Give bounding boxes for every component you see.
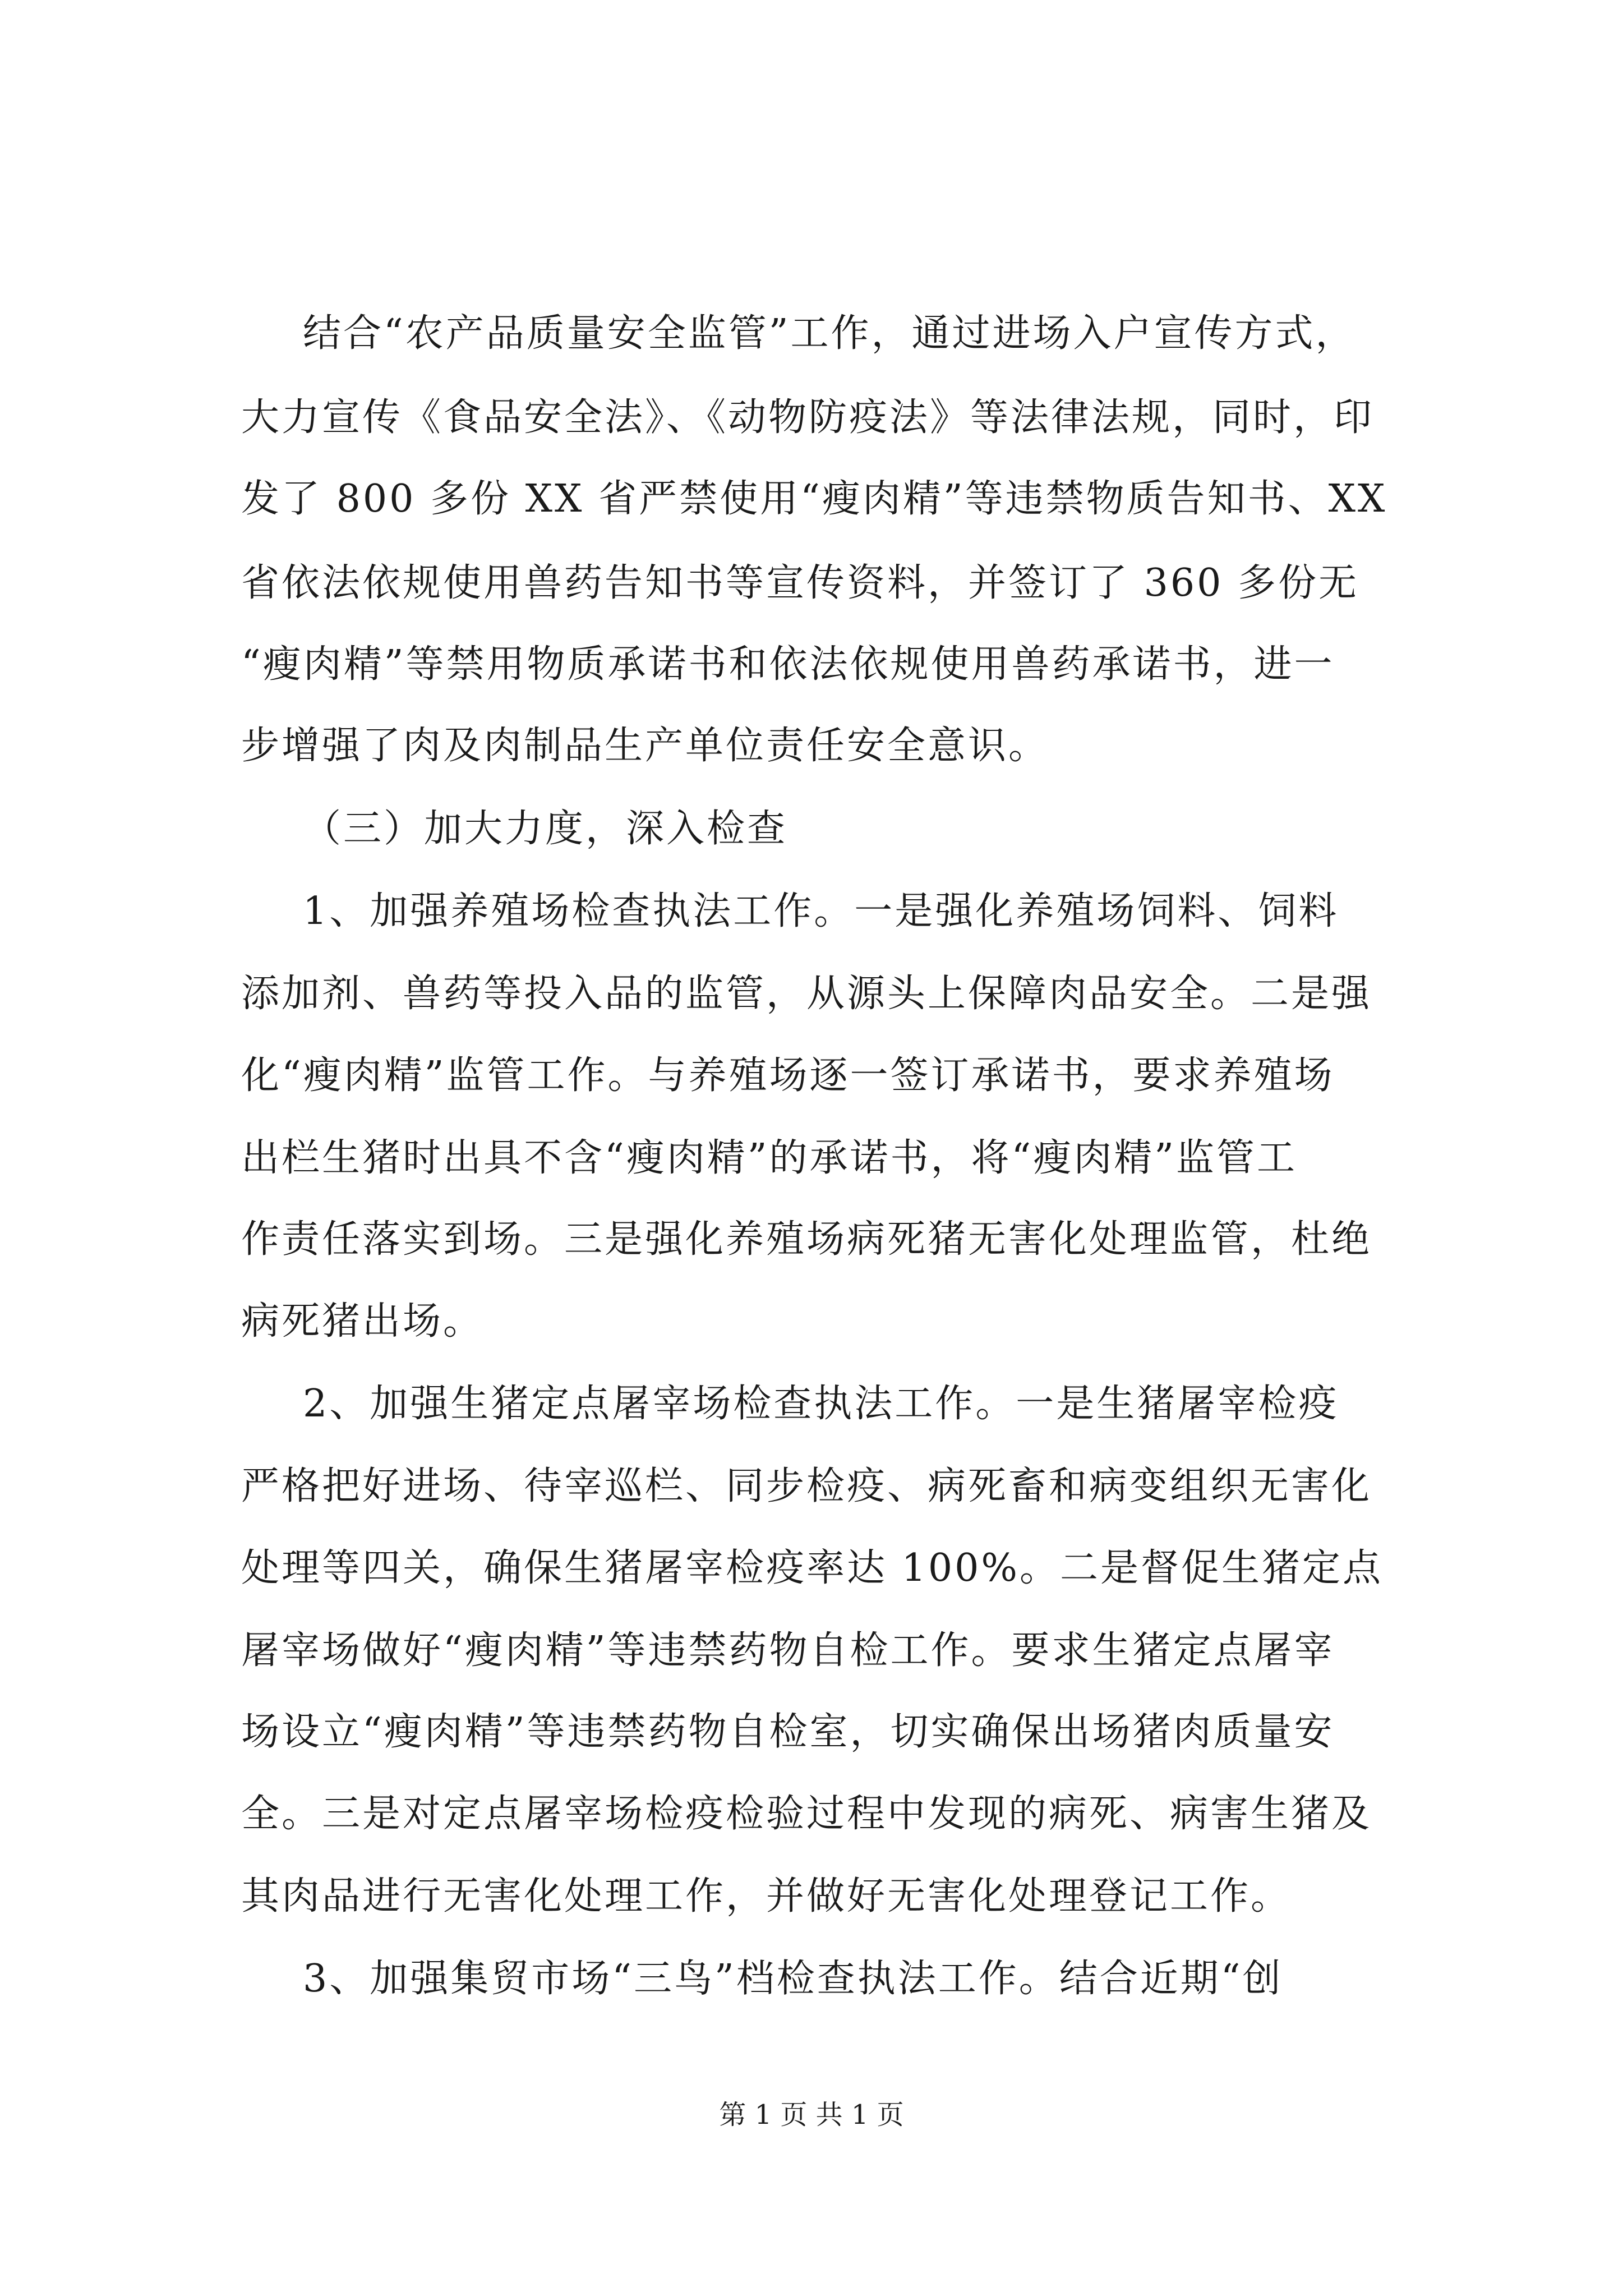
paragraph-line: 其肉品进行无害化处理工作，并做好无害化处理登记工作。: [241, 1874, 1292, 1918]
paragraph-line: “瘦肉精”等禁用物质承诺书和依法依规使用兽药承诺书，进一: [241, 642, 1335, 687]
paragraph-line: 全。三是对定点屠宰场检疫检验过程中发现的病死、病害生猪及: [241, 1792, 1372, 1836]
page-footer: 第 1 页 共 1 页: [719, 2099, 904, 2131]
paragraph-line: 大力宣传《食品安全法》、《动物防疫法》等法律法规，同时，印: [241, 395, 1375, 440]
paragraph-line: 添加剂、兽药等投入品的监管，从源头上保障肉品安全。二是强: [241, 972, 1372, 1016]
paragraph-line: 作责任落实到场。三是强化养殖场病死猪无害化处理监管，杜绝: [241, 1217, 1372, 1262]
paragraph-line: 2、加强生猪定点屠宰场检查执法工作。一是生猪屠宰检疫: [303, 1382, 1339, 1426]
paragraph-line: 严格把好进场、待宰巡栏、同步检疫、病死畜和病变组织无害化: [241, 1464, 1372, 1508]
paragraph-line: 省依法依规使用兽药告知书等宣传资料，并签订了 360 多份无: [241, 561, 1359, 605]
paragraph-line: 结合“农产品质量安全监管”工作，通过进场入户宣传方式，: [303, 311, 1356, 356]
paragraph-line: 化“瘦肉精”监管工作。与养殖场逐一签订承诺书，要求养殖场: [241, 1053, 1335, 1098]
paragraph-line: 病死猪出场。: [241, 1299, 484, 1343]
paragraph-line: 场设立“瘦肉精”等违禁药物自检室，切实确保出场猪肉质量安: [241, 1710, 1335, 1754]
paragraph-line: 1、加强养殖场检查执法工作。一是强化养殖场饲料、饲料: [303, 889, 1339, 933]
paragraph-line: 步增强了肉及肉制品生产单位责任安全意识。: [241, 724, 1049, 768]
paragraph-line: 发了 800 多份 XX 省严禁使用“瘦肉精”等违禁物质告知书、XX: [241, 477, 1387, 521]
paragraph-line: 处理等四关，确保生猪屠宰检疫率达 100%。二是督促生猪定点: [241, 1546, 1384, 1590]
paragraph-line: 出栏生猪时出具不含“瘦肉精”的承诺书，将“瘦肉精”监管工: [241, 1136, 1298, 1180]
paragraph-line: 屠宰场做好“瘦肉精”等违禁药物自检工作。要求生猪定点屠宰: [241, 1628, 1335, 1673]
section-heading: （三）加大力度，深入检查: [303, 807, 788, 851]
paragraph-line: 3、加强集贸市场“三鸟”档检查执法工作。结合近期“创: [303, 1957, 1283, 2001]
